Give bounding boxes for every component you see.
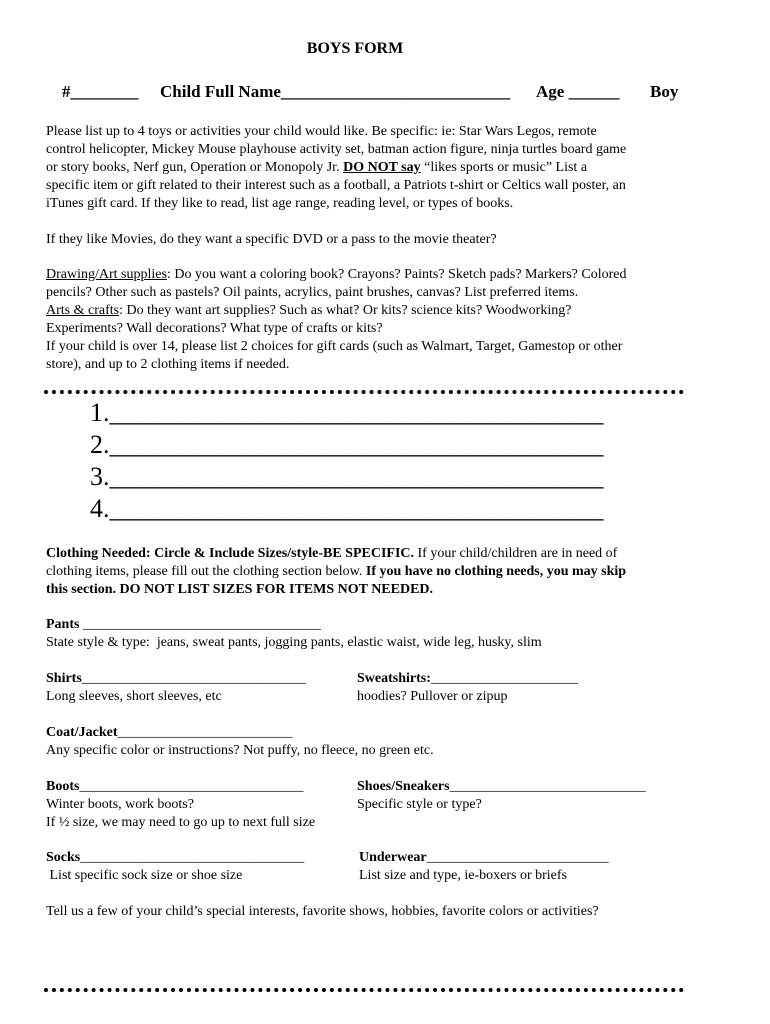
wish-item-3[interactable]: 3.______________________________________ — [90, 462, 604, 491]
clothing-intro-line: this section. DO NOT LIST SIZES FOR ITEMS NOT NEEDED. — [46, 582, 434, 597]
sweatshirts-description: hoodies? Pullover or zipup — [357, 689, 508, 704]
boots-label: Boots — [46, 779, 80, 794]
intro-text: or story books, Nerf gun, Operation or Monopoly Jr. — [46, 160, 344, 175]
child-name-field[interactable]: Child Full Name___________________________ — [160, 82, 511, 101]
socks-row — [46, 849, 304, 867]
dotted-divider — [44, 988, 684, 992]
boots-note: If ½ size, we may need to go up to next full size — [46, 815, 316, 830]
pants-field[interactable]: __________________________________ — [79, 617, 321, 632]
pants-description: State style & type: jeans, sweat pants, jogging pants, elastic waist, wide leg, husky, slim — [46, 635, 542, 650]
underwear-row — [359, 849, 609, 867]
boots-field[interactable]: ________________________________ — [79, 779, 304, 794]
age-field[interactable]: Age ______ — [536, 82, 620, 101]
underwear-label: Underwear — [359, 850, 427, 865]
clothing-intro-text: If your child/children are in need of — [414, 546, 618, 561]
arts-label: Arts & crafts — [46, 303, 120, 318]
pants-label: Pants — [46, 617, 80, 632]
underwear-field[interactable]: __________________________ — [426, 850, 609, 865]
coat-row — [46, 724, 293, 742]
sweatshirts-row — [357, 670, 578, 688]
socks-label: Socks — [46, 850, 81, 865]
movies-question: If they like Movies, do they want a specific DVD or a pass to the movie theater? — [46, 232, 497, 247]
intro-line — [46, 159, 686, 177]
coat-label: Coat/Jacket — [46, 725, 118, 740]
shoes-row — [357, 778, 646, 796]
underwear-description: List size and type, ie-boxers or briefs — [359, 868, 567, 883]
drawing-text: : Do you want a coloring book? Crayons? Paints? Sketch pads? Markers? Colored — [166, 267, 627, 282]
shoes-label: Shoes/Sneakers — [357, 779, 450, 794]
over14-line: If your child is over 14, please list 2 choices for gift cards (such as Walmart, Target, Gamestop or other — [46, 339, 623, 354]
coat-field[interactable]: _________________________ — [117, 725, 293, 740]
shoes-field[interactable]: ____________________________ — [449, 779, 646, 794]
arts-line — [46, 302, 686, 320]
boots-description: Winter boots, work boots? — [46, 797, 194, 812]
shirts-row — [46, 670, 306, 688]
clothing-intro-line — [46, 563, 686, 581]
intro-paragraph — [46, 123, 686, 213]
sweatshirts-label: Sweatshirts: — [357, 671, 431, 686]
drawing-line: pencils? Other such as pastels? Oil paints, acrylics, paint brushes, canvas? List preferred items. — [46, 285, 579, 300]
do-not-say-emphasis: DO NOT say — [343, 160, 421, 175]
clothing-intro-line — [46, 545, 686, 563]
coat-description: Any specific color or instructions? Not puffy, no fleece, no green etc. — [46, 743, 434, 758]
clothing-skip-note: If you have no clothing needs, you may skip — [365, 564, 627, 579]
dotted-divider — [44, 390, 684, 394]
shirts-field[interactable]: ________________________________ — [81, 671, 306, 686]
sweatshirts-field[interactable]: _____________________ — [430, 671, 578, 686]
intro-line: control helicopter, Mickey Mouse playhouse activity set, batman action figure, ninja turtles board game — [46, 142, 627, 157]
boots-row — [46, 778, 303, 796]
over14-line: store), and up to 2 clothing items if needed. — [46, 357, 290, 372]
gender-label: Boy — [650, 82, 679, 101]
intro-line: specific item or gift related to their interest such as a football, a Patriots t-shirt or Celtics wall poster, an — [46, 178, 626, 193]
pants-row — [46, 616, 321, 634]
wish-item-2[interactable]: 2.______________________________________ — [90, 430, 604, 459]
socks-description: List specific sock size or shoe size — [46, 868, 243, 883]
wish-item-1[interactable]: 1.______________________________________ — [90, 398, 604, 427]
shirts-label: Shirts — [46, 671, 82, 686]
drawing-label: Drawing/Art supplies — [46, 267, 167, 282]
arts-text: : Do they want art supplies? Such as what? Or kits? science kits? Woodworking? — [119, 303, 572, 318]
intro-text: “likes sports or music” List a — [420, 160, 588, 175]
shoes-description: Specific style or type? — [357, 797, 482, 812]
socks-field[interactable]: ________________________________ — [80, 850, 305, 865]
arts-line: Experiments? Wall decorations? What type of crafts or kits? — [46, 321, 383, 336]
shirts-description: Long sleeves, short sleeves, etc — [46, 689, 222, 704]
intro-line: Please list up to 4 toys or activities your child would like. Be specific: ie: Star Wars Legos, remote — [46, 124, 597, 139]
intro-line: iTunes gift card. If they like to read, list age range, reading level, or types of books. — [46, 196, 514, 211]
clothing-intro-text: clothing items, please fill out the clothing section below. — [46, 564, 366, 579]
drawing-line — [46, 266, 686, 284]
wish-item-4[interactable]: 4.______________________________________ — [90, 494, 604, 523]
clothing-intro — [46, 545, 686, 599]
clothing-heading: Clothing Needed: Circle & Include Sizes/style-BE SPECIFIC. — [46, 546, 415, 561]
number-field[interactable]: #________ — [62, 82, 139, 101]
form-title: BOYS FORM — [306, 40, 404, 57]
interests-question: Tell us a few of your child’s special interests, favorite shows, hobbies, favorite colors or activities? — [46, 904, 599, 919]
supplies-paragraph — [46, 266, 686, 374]
